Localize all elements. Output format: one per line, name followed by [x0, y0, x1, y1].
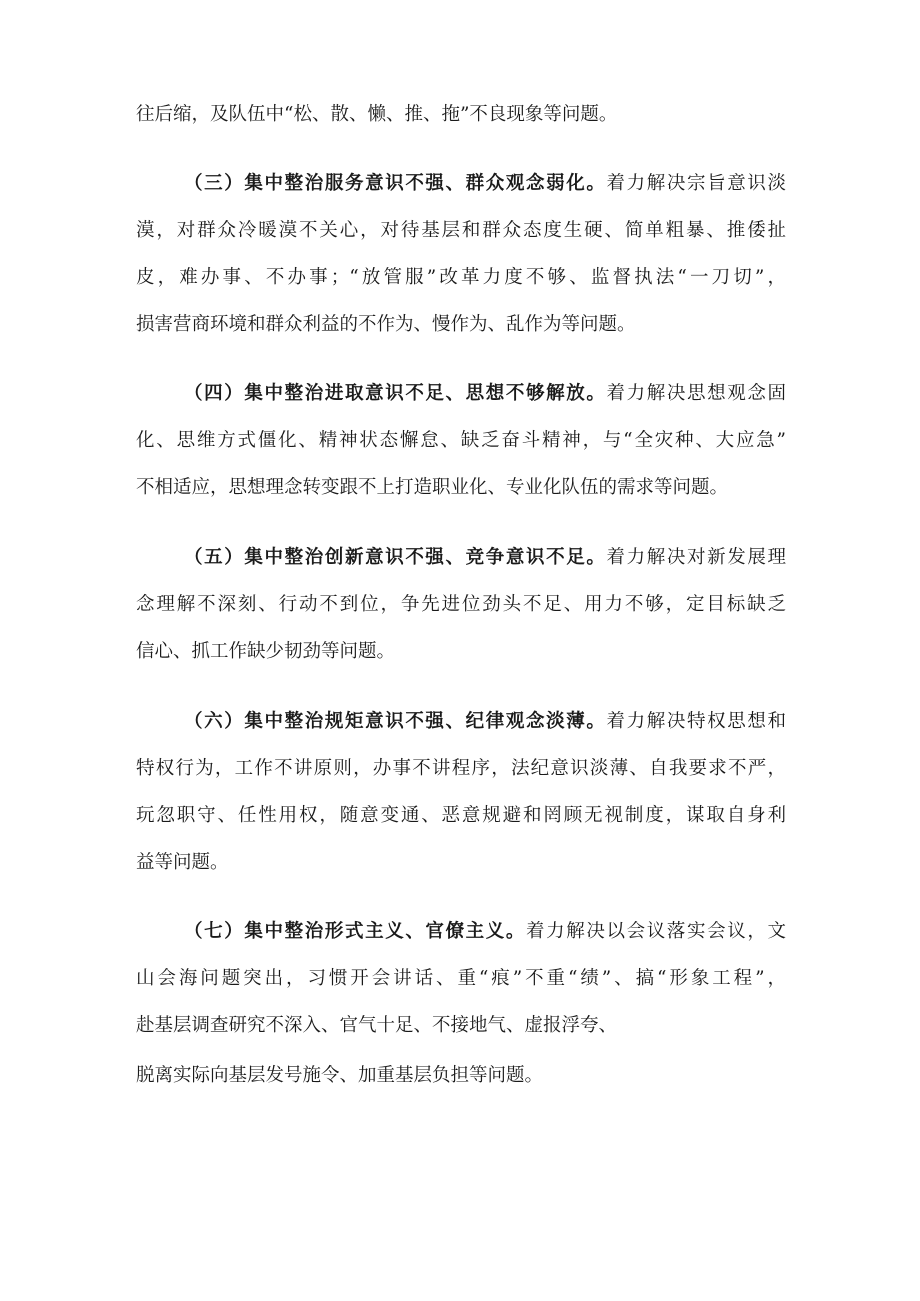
paragraph-3-line-1-text: 着力解决宗旨意识淡: [606, 173, 786, 194]
paragraph-7-heading: （七）集中整治形式主义、官僚主义。: [184, 921, 527, 942]
paragraph-6-line-2: 特权行为，工作不讲原则，办事不讲程序，法纪意识淡薄、自我要求不严，: [136, 758, 786, 779]
paragraph-7-line-1: [184, 920, 786, 944]
paragraph-4-line-1-text: 着力解决思想观念固: [606, 383, 786, 404]
paragraph-6-line-1: [184, 710, 786, 734]
paragraph-6-line-3: 玩忽职守、任性用权，随意变通、恶意规避和罔顾无视制度，谋取自身利: [136, 805, 786, 826]
paragraph-3-line-2: 漠，对群众冷暖漠不关心，对待基层和群众态度生硬、简单粗暴、推倭扯: [136, 220, 786, 241]
paragraph-3-heading: （三）集中整治服务意识不强、群众观念弱化。: [184, 173, 607, 194]
paragraph-6-heading: （六）集中整治规矩意识不强、纪律观念淡薄。: [184, 711, 607, 732]
paragraph-5-heading: （五）集中整治创新意识不强、竞争意识不足。: [184, 547, 607, 568]
paragraph-4-line-2: 化、思维方式僵化、精神状态懈怠、缺乏奋斗精神，与“全灾种、大应急”: [136, 430, 786, 451]
paragraph-6-line-4: 益等问题。: [136, 852, 229, 873]
paragraph-4-line-3: 不相适应，思想理念转变跟不上打造职业化、专业化队伍的需求等问题。: [136, 477, 729, 498]
paragraph-5-line-1: [184, 546, 786, 570]
paragraph-7-line-3: 赴基层调查研究不深入、官气十足、不接地气、虚报浮夸、: [136, 1015, 618, 1036]
paragraph-5-line-1-text: 着力解决对新发展理: [606, 547, 786, 568]
paragraph-7-line-1-text: 着力解决以会议落实会议，文: [526, 921, 786, 942]
paragraph-5-line-2: 念理解不深刻、行动不到位，争先进位劲头不足、用力不够，定目标缺乏: [136, 594, 786, 615]
paragraph-3-line-3: 皮，难办事、不办事；“放管服”改革力度不够、监督执法“一刀切”，: [136, 267, 786, 288]
paragraph-4-line-1: [184, 382, 786, 406]
paragraph-5-line-3: 信心、抓工作缺少韧劲等问题。: [136, 641, 396, 662]
paragraph-3-line-4: 损害营商环境和群众利益的不作为、慢作为、乱作为等问题。: [136, 314, 636, 335]
paragraph-4-heading: （四）集中整治进取意识不足、思想不够解放。: [184, 383, 607, 404]
paragraph-intro-line-1: 往后缩，及队伍中“松、散、懒、推、拖”不良现象等问题。: [136, 104, 618, 125]
paragraph-3-line-1: [184, 172, 786, 196]
paragraph-7-line-4: 脱离实际向基层发号施令、加重基层负担等问题。: [136, 1065, 544, 1086]
paragraph-7-line-2: 山会海问题突出，习惯开会讲话、重“痕”不重“绩”、搞“形象工程”，: [136, 968, 786, 989]
paragraph-6-line-1-text: 着力解决特权思想和: [606, 711, 786, 732]
